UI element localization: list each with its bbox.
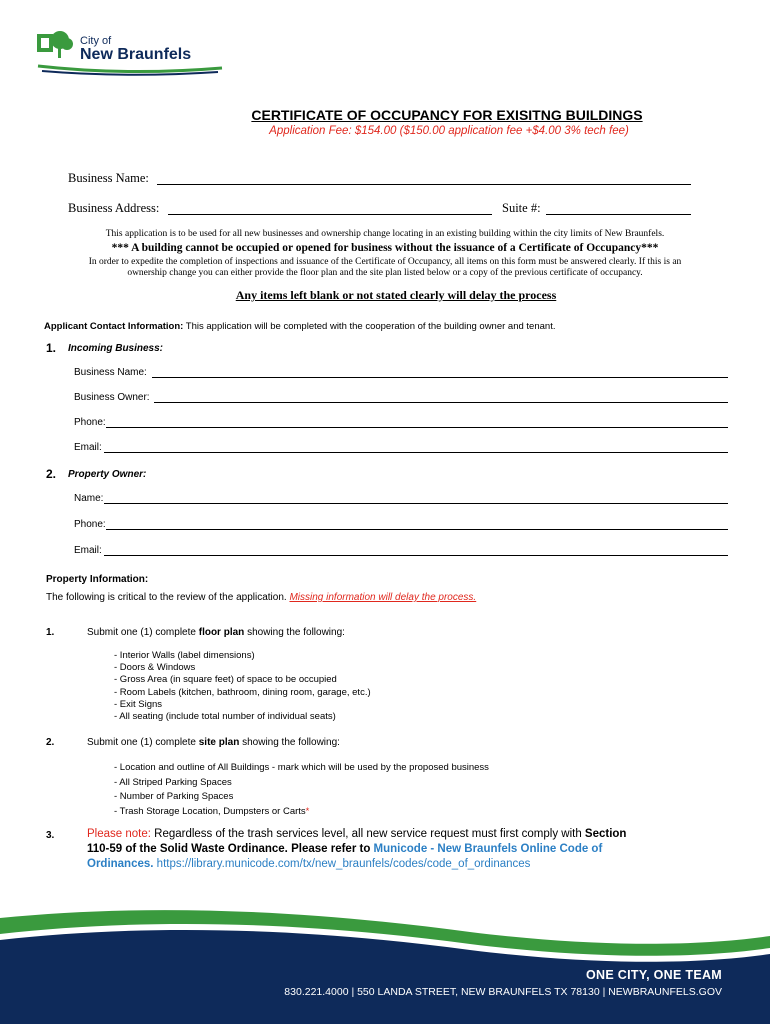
- item1-post: showing the following:: [247, 627, 345, 638]
- item2-number: 2.: [46, 737, 55, 748]
- list-item: - Doors & Windows: [114, 662, 196, 674]
- notice-line4: ownership change you can either provide the floor plan and the site plan listed below or a copy of the previous certificate of occupancy.: [127, 268, 643, 278]
- applicant-line: [44, 321, 555, 332]
- list-item: - Location and outline of All Buildings - mark which will be used by the proposed business: [114, 762, 489, 773]
- municode-url-link[interactable]: https://library.municode.com/tx/new_braunfels/codes/code_of_ordinances: [156, 858, 531, 870]
- list-item: - Exit Signs: [114, 698, 163, 710]
- city-logo: [36, 30, 226, 76]
- owner-phone-field[interactable]: [106, 529, 728, 530]
- incoming-business-name-field[interactable]: [152, 377, 728, 378]
- footer-slogan: ONE CITY, ONE TEAM: [586, 968, 722, 982]
- notice-line3: In order to expedite the completion of inspections and issuance of the Certificate of Occupancy, all items on this form must be answered clearly. If this is an: [88, 257, 682, 267]
- list-item: - Room Labels (kitchen, bathroom, dining room, garage, etc.): [114, 686, 371, 698]
- incoming-business-owner-field[interactable]: [154, 402, 728, 403]
- fee-main: Application Fee: $154.00: [269, 125, 397, 137]
- please-note: Please note:: [87, 828, 151, 840]
- owner-email-label: Email:: [74, 545, 102, 556]
- floor-plan-list: [114, 650, 371, 723]
- footer-wave: [0, 890, 770, 1024]
- municode-link[interactable]: Municode - New Braunfels Online Code of: [373, 843, 603, 855]
- list-item: - All Striped Parking Spaces: [114, 776, 232, 788]
- incoming-email-label: Email:: [74, 442, 102, 453]
- item2-post: showing the following:: [242, 737, 340, 748]
- owner-phone-label: Phone:: [74, 519, 106, 530]
- item2-pre: Submit one (1) complete: [87, 737, 196, 748]
- owner-name-label: Name:: [74, 493, 104, 504]
- list-item: - Interior Walls (label dimensions): [114, 650, 255, 661]
- property-intro-line: [46, 592, 476, 603]
- site-plan-list: [114, 761, 489, 819]
- section1-title: Incoming Business:: [68, 343, 164, 354]
- tree-emblem-icon: [36, 30, 76, 64]
- list-item: [114, 805, 489, 820]
- suite-label: Suite #:: [502, 201, 541, 215]
- business-address-field[interactable]: [168, 214, 492, 215]
- item3-section: Section: [584, 828, 627, 840]
- section2-title: Property Owner:: [68, 469, 147, 480]
- item3-number: 3.: [46, 830, 55, 841]
- suite-field[interactable]: [546, 214, 691, 215]
- applicant-label: Applicant Contact Information:: [44, 321, 184, 332]
- item3-text1: Regardless of the trash services level, all new service request must first comply with: [154, 828, 582, 840]
- owner-email-field[interactable]: [104, 555, 728, 556]
- item3-paragraph: [87, 827, 687, 872]
- ordinances-link[interactable]: Ordinances.: [87, 858, 154, 870]
- property-missing: Missing information will delay the process.: [289, 592, 477, 603]
- incoming-phone-label: Phone:: [74, 417, 106, 428]
- incoming-business-name-label: Business Name:: [74, 367, 147, 378]
- item1-number: 1.: [46, 627, 55, 638]
- fee-line: [0, 125, 770, 137]
- logo-line1: City of: [80, 35, 112, 47]
- fee-detail: ($150.00 application fee +$4.00 3% tech fee): [399, 125, 629, 137]
- section1-number: 1.: [46, 341, 57, 355]
- item1-pre: Submit one (1) complete: [87, 627, 196, 638]
- item1-text: [87, 627, 345, 638]
- trash-asterisk: *: [305, 805, 310, 817]
- section2-number: 2.: [46, 467, 57, 481]
- item2-bold: site plan: [198, 737, 240, 748]
- owner-name-field[interactable]: [104, 503, 728, 504]
- list-item: - Number of Parking Spaces: [114, 791, 234, 802]
- incoming-phone-field[interactable]: [106, 427, 728, 428]
- incoming-business-owner-label: Business Owner:: [74, 392, 150, 403]
- page-title: CERTIFICATE OF OCCUPANCY FOR EXISITNG BUILDINGS: [251, 107, 643, 123]
- applicant-text: This application will be completed with the cooperation of the building owner and tenant.: [185, 321, 556, 332]
- business-name-field[interactable]: [157, 184, 691, 185]
- logo-swoosh: [36, 62, 226, 76]
- item2-text: [87, 737, 340, 748]
- list-item: - All seating (include total number of individual seats): [114, 711, 336, 723]
- incoming-email-field[interactable]: [104, 452, 728, 453]
- list-item: - Gross Area (in square feet) of space to be occupied: [114, 674, 337, 686]
- occupancy-warning: *** A building cannot be occupied or opened for business without the issuance of a Certificate of Occupancy***: [111, 242, 659, 254]
- trash-storage-text: - Trash Storage Location, Dumpsters or Carts: [114, 805, 306, 817]
- notice-line1: This application is to be used for all new businesses and ownership change locating in an existing building within the city limits of New Braunfels.: [105, 229, 665, 239]
- footer-contact: 830.221.4000 | 550 LANDA STREET, NEW BRAUNFELS TX 78130 | NEWBRAUNFELS.GOV: [284, 986, 722, 998]
- item1-bold: floor plan: [198, 627, 245, 638]
- logo-line2: New Braunfels: [80, 46, 192, 63]
- item3-ordinance: 110-59 of the Solid Waste Ordinance. Please refer to: [87, 843, 371, 855]
- business-name-label: Business Name:: [68, 171, 149, 185]
- business-address-label: Business Address:: [68, 201, 160, 215]
- property-intro: The following is critical to the review of the application.: [46, 592, 287, 603]
- property-heading: Property Information:: [46, 574, 149, 585]
- blank-warning: Any items left blank or not stated clearly will delay the process: [235, 288, 557, 302]
